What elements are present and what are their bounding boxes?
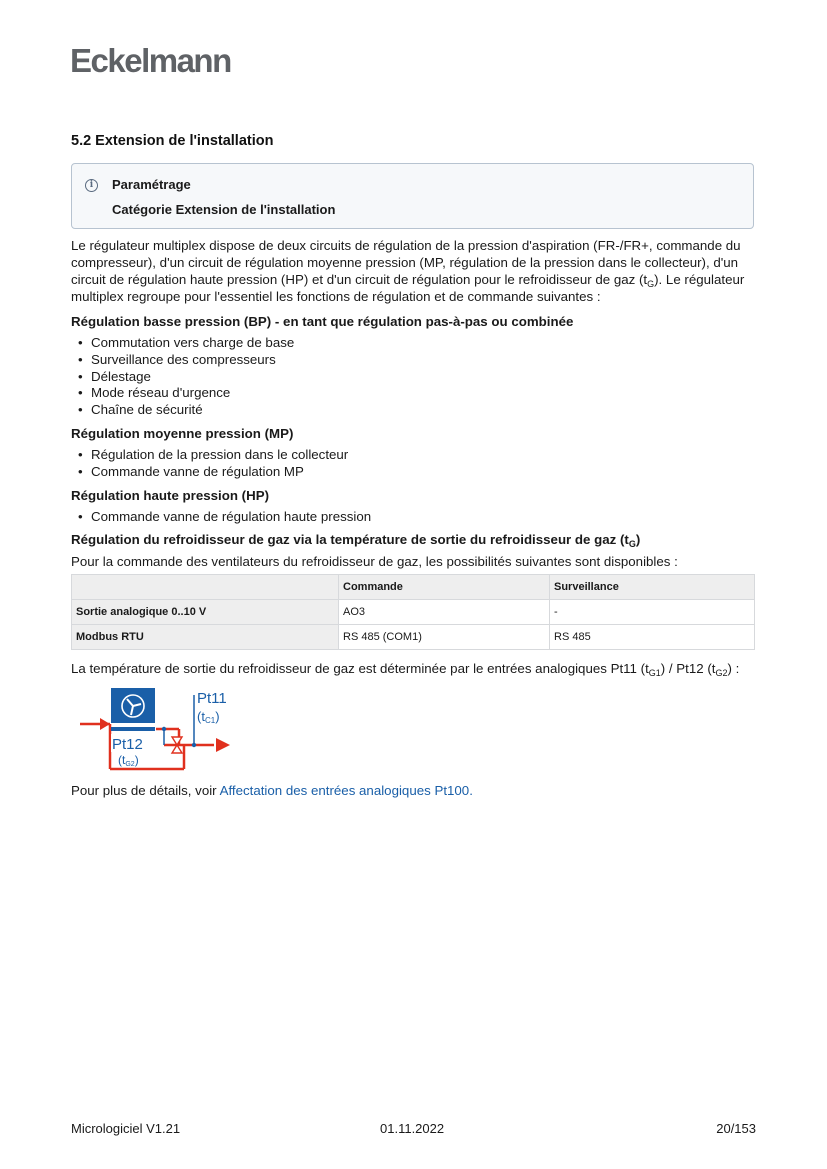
main-content [71,237,761,799]
info-icon: i [85,179,98,192]
hp-heading: Régulation haute pression (HP) [71,487,269,503]
parameter-note-box [71,163,754,229]
table-cell: RS 485 [550,625,755,650]
list-item: • Commande vanne de régulation haute pression [78,509,761,526]
label-pt11: Pt11 [197,690,227,708]
details-paragraph: Pour plus de détails, voir Affectation des entrées analogiques Pt100. [71,783,473,799]
temperature-paragraph: La température de sortie du refroidisseur de gaz est déterminée par le entrées analogiques Pt11 $(t_{G1}) / Pt12$ $(t_{G2})$ : [71,661,740,679]
table-row-header: Sortie analogique 0..10 V [72,600,339,625]
table-cell: - [550,600,755,625]
list-item: • Surveillance des compresseurs [78,352,761,369]
list-item: • Chaîne de sécurité [78,402,761,419]
intro-paragraph: Le régulateur multiplex dispose de deux circuits de régulation de la pression d'aspiration (FR-/FR+, commande du compresseur), d'un circuit de régulation moyenne pression (MP, régulation de la pression dans le collecteur), d'un circuit de régulation haute pression (HP) et d'un circuit de régulation pour le refroidisseur de gaz $(t_G)$. Le régulateur multiplex regroupe pour l'essentiel les fonctions de régulation et de commande suivantes : [71,238,745,304]
label-tg2: (tG2) [118,753,139,769]
label-tc1: (tC1) [197,709,220,726]
footer-firmware: Micrologiciel V1.21 [71,1121,181,1136]
cooler-coil [111,727,155,731]
note-title: Paramétrage [112,177,191,192]
note-category: Catégorie Extension de l'installation [112,202,336,217]
fan-control-table [71,574,755,650]
hp-list [71,509,761,526]
inlet-arrow-icon [100,718,110,730]
mp-list [71,447,761,481]
bp-list [71,335,761,419]
list-item: • Délestage [78,369,761,386]
analog-inputs-link[interactable]: Affectation des entrées analogiques Pt100. [219,783,473,799]
gas-cooler-diagram [74,687,234,775]
label-pt12: Pt12 [112,736,143,754]
table-header-row [72,575,755,600]
footer-date: 01.11.2022 [380,1121,445,1136]
table-header-cell: Commande [339,575,550,600]
outlet-arrow-icon [216,738,230,752]
section-title: 5.2 Extension de l'installation [71,133,274,149]
table-row [72,600,755,625]
footer-page-number: 20/153 [716,1121,756,1136]
table-cell: AO3 [339,600,550,625]
table-cell: RS 485 (COM1) [339,625,550,650]
table-row-header: Modbus RTU [72,625,339,650]
bp-heading: Régulation basse pression (BP) - en tant que régulation pas-à-pas ou combinée [71,314,574,329]
mp-heading: Régulation moyenne pression (MP) [71,425,294,441]
table-row [72,625,755,650]
company-logo: Eckelmann [70,42,231,79]
list-item: • Régulation de la pression dans le collecteur [78,447,761,464]
gas-cooler-heading: Régulation du refroidisseur de gaz via la température de sortie du refroidisseur de gaz $(t_G)$ [71,532,641,550]
table-header-cell [72,575,339,600]
list-item: • Mode réseau d'urgence [78,385,761,402]
gas-cooler-intro: Pour la commande des ventilateurs du refroidisseur de gaz, les possibilités suivantes sont disponibles : [71,554,678,570]
list-item: • Commande vanne de régulation MP [78,464,761,481]
table-header-cell: Surveillance [550,575,755,600]
list-item: • Commutation vers charge de base [78,335,761,352]
